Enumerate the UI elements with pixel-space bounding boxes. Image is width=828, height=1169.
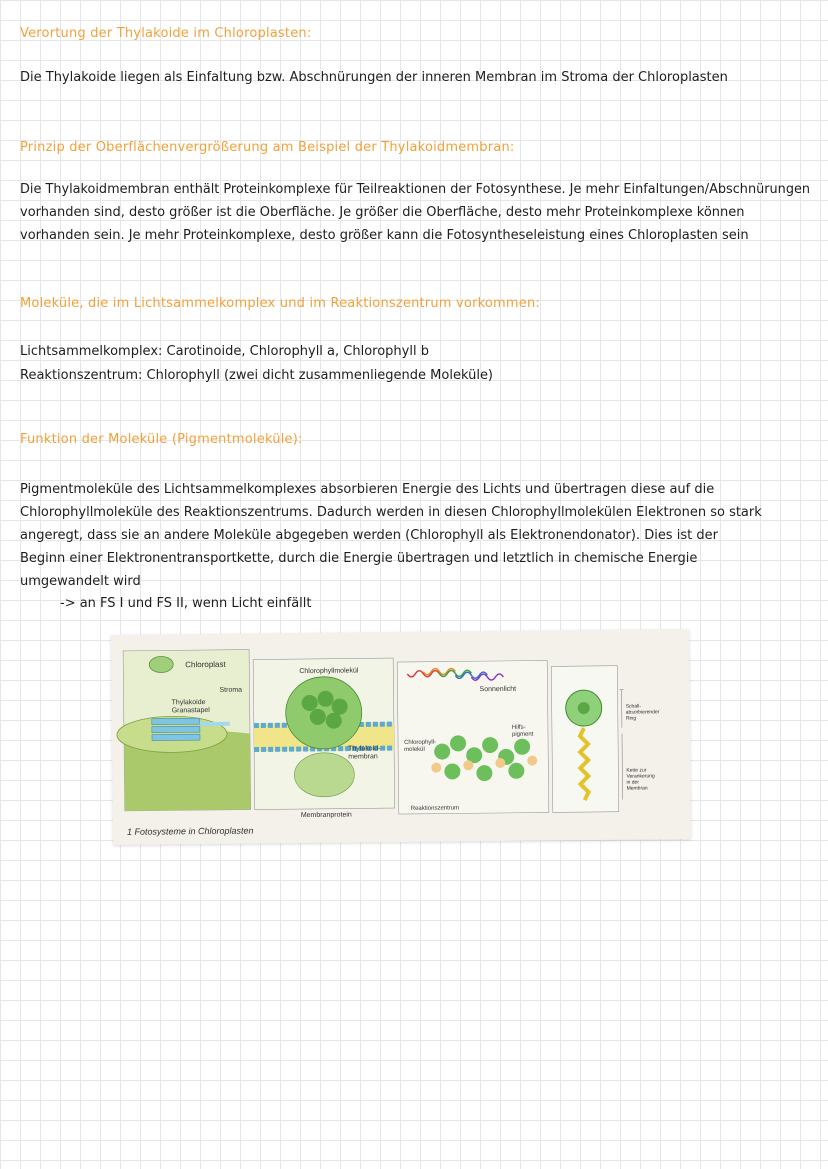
paragraph-line: angeregt, dass sie an andere Moleküle abgegeben werden (Chlorophyll als Elektronendonator). Dies ist der: [20, 528, 718, 543]
paragraph-line: Pigmentmoleküle des Lichtsammelkomplexes absorbieren Energie des Lichts und übertragen diese auf die: [20, 482, 715, 497]
figure-illustration: [111, 629, 691, 845]
label-chloroplast: Chloroplast: [185, 659, 226, 670]
label-kette-1: Kette zur: [626, 767, 647, 774]
heading-molecules: Moleküle, die im Lichtsammelkomplex und im Reaktionszentrum vorkommen:: [20, 296, 540, 311]
label-thylakoide: Thylakoide: [171, 699, 206, 707]
paragraph-line: vorhanden sein. Je mehr Proteinkomplexe, desto größer kann die Fotosyntheseleistung eines Chloroplasten sein: [20, 228, 749, 243]
note-photosystems: -> an FS I und FS II, wenn Licht einfällt: [60, 596, 312, 611]
paragraph-line: umgewandelt wird: [20, 574, 141, 589]
panel-chlorophyll-structure: [551, 666, 625, 813]
panel-chloroplast: [116, 650, 251, 811]
paragraph-line: Die Thylakoidmembran enthält Proteinkomplexe für Teilreaktionen der Fotosynthese. Je mehr Einfaltungen/Abschnürungen: [20, 182, 811, 197]
label-ring-1: Schall-: [625, 703, 642, 710]
paragraph-function: [20, 478, 810, 593]
label-hilfspigment-1: Hilfs-: [511, 724, 526, 731]
text-light-harvesting: Lichtsammelkomplex: Carotinoide, Chlorophyll a, Chlorophyll b: [20, 344, 429, 359]
label-kette-4: Membran: [626, 785, 648, 792]
label-chlorophyll-mol-1: Chlorophyll-: [404, 739, 437, 746]
heading-surface-principle: Prinzip der Oberflächenvergrößerung am Beispiel der Thylakoidmembran:: [20, 140, 515, 155]
label-stroma: Stroma: [219, 686, 243, 694]
panel-light-harvesting: [397, 660, 549, 814]
label-ring-3: Ring: [625, 715, 637, 722]
paragraph-surface-principle: [20, 178, 810, 247]
panel-membrane: [253, 658, 395, 819]
label-chlorophyll-mol-2: molekül: [404, 746, 425, 753]
label-chlorophyllmolekuel: Chlorophyllmolekül: [299, 667, 359, 676]
label-reaktionszentrum: Reaktionszentrum: [410, 805, 460, 812]
paragraph-line: Chlorophyllmoleküle des Reaktionszentrums. Dadurch werden in diesen Chlorophyllmolekülen Elektronen so stark: [20, 505, 762, 520]
label-kette-2: Verankerung: [626, 773, 655, 780]
paragraph-line: vorhanden sind, desto größer ist die Oberfläche. Je größer die Oberfläche, desto mehr Proteinkomplexe können: [20, 205, 745, 220]
label-membranprotein: Membranprotein: [300, 811, 352, 820]
paragraph-line: Beginn einer Elektronentransportkette, durch die Energie übertragen und letztlich in chemische Energie: [20, 551, 698, 566]
label-granastapel: Granastapel: [171, 707, 210, 715]
label-ring-2: absorbierender: [625, 709, 660, 716]
heading-thylakoid-location: Verortung der Thylakoide im Chloroplasten:: [20, 26, 312, 41]
label-thylakoidmembran-1: Thylakoid-: [348, 745, 381, 753]
label-hilfspigment-2: pigment: [511, 731, 534, 738]
text-reaction-center: Reaktionszentrum: Chlorophyll (zwei dicht zusammenliegende Moleküle): [20, 368, 494, 383]
label-sonnenlicht: Sonnenlicht: [479, 685, 517, 694]
figure-photosystems: [111, 629, 691, 845]
label-thylakoidmembran-2: membran: [348, 753, 378, 761]
figure-caption: 1 Fotosysteme in Chloroplasten: [126, 825, 254, 837]
text-thylakoid-location: Die Thylakoide liegen als Einfaltung bzw. Abschnürungen der inneren Membran im Stroma der Chloroplasten: [20, 70, 728, 85]
label-kette-3: in der: [626, 779, 640, 786]
heading-function: Funktion der Moleküle (Pigmentmoleküle):: [20, 432, 303, 447]
